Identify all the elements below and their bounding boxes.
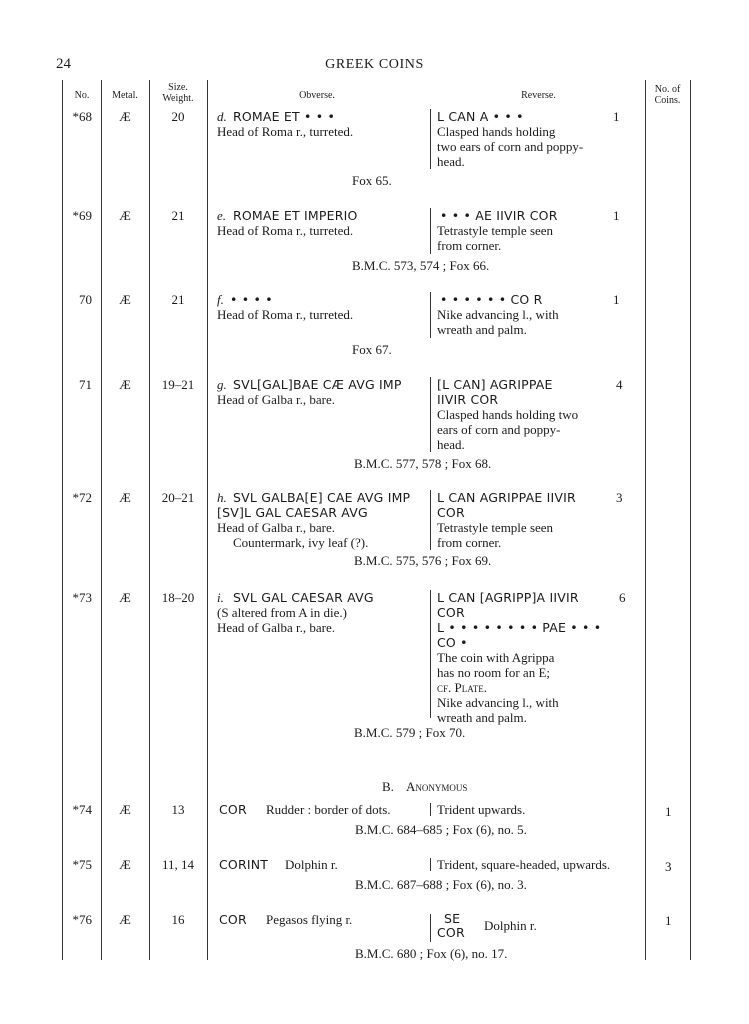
obverse-legend: ROMAE ET • • • [233,109,336,124]
reference: Fox 65. [352,173,392,188]
page-number: 24 [56,56,71,72]
reverse-legend: SE [444,911,461,926]
row-number: *68 [72,109,92,124]
variety-letter: g. [217,377,227,392]
obverse-description: Head of Galba r., bare. [217,620,336,635]
variety-letter: h. [217,490,227,505]
reverse-legend: L CAN AGRIPPAE IIVIR [437,490,576,505]
header-reverse: Reverse. [521,90,556,101]
coin-count: 3 [665,859,672,874]
reverse-description: Dolphin r. [484,918,537,933]
obverse-legend: • • • • [230,292,273,307]
reverse-divider [430,490,431,550]
metal: Æ [119,292,131,307]
reverse-legend: IIVIR COR [437,392,499,407]
size: 20–21 [161,490,195,505]
reference: B.M.C. 680 ; Fox (6), no. 17. [355,946,508,961]
row-number: *75 [72,857,92,872]
variety-letter: i. [217,590,224,605]
coin-count: 1 [665,913,672,928]
size: 21 [171,292,185,307]
reference: B.M.C. 577, 578 ; Fox 68. [354,456,492,471]
obverse-description: Pegasos flying r. [266,912,353,927]
variety-letter: d. [217,109,227,124]
variety-letter: e. [217,208,227,223]
coin-count: 3 [616,490,623,505]
reverse-description: Trident, square-headed, upwards. [437,857,611,872]
reverse-description: head. [437,154,465,169]
row-number: *72 [72,490,92,505]
obverse-description: Countermark, ivy leaf (?). [233,535,369,550]
reverse-description: Tetrastyle temple seen [437,520,554,535]
reverse-divider [430,292,431,338]
header-coins-1: No. of [654,84,681,95]
size: 21 [171,208,185,223]
obverse-legend: CORINT [219,857,269,872]
reverse-legend: • • • • • • CO R [440,292,543,307]
row-number: 70 [79,292,92,307]
metal: Æ [119,208,131,223]
metal: Æ [119,590,131,605]
metal: Æ [119,912,131,927]
obverse-legend: ROMAE ET IMPERIO [233,208,358,223]
reference: B.M.C. 684–685 ; Fox (6), no. 5. [355,822,527,837]
reverse-divider [430,914,431,942]
size: 16 [171,912,185,927]
reverse-description: Clasped hands holding [437,124,556,139]
reverse-description: The coin with Agrippa [437,650,555,665]
coin-count: 6 [619,590,626,605]
column-rule [645,80,646,960]
reverse-legend: L • • • • • • • • PAE • • • [437,620,602,635]
reverse-divider [430,109,431,169]
reverse-description: two ears of corn and poppy- [437,139,584,154]
row-number: *69 [72,208,92,223]
size: 11, 14 [161,857,195,872]
column-rule [207,80,208,960]
metal: Æ [119,377,131,392]
reverse-divider [430,858,431,871]
row-number: *74 [72,802,92,817]
reverse-legend: • • • AE IIVIR COR [440,208,558,223]
reverse-legend: COR [437,925,465,940]
reverse-description: head. [437,437,465,452]
obverse-description: Head of Roma r., turreted. [217,307,354,322]
obverse-description: Head of Roma r., turreted. [217,124,354,139]
header-no: No. [74,90,90,101]
section-title: Anonymous [406,779,468,794]
row-number: 71 [79,377,92,392]
column-rule [690,80,691,960]
obverse-description: (S altered from A in die.) [217,605,347,620]
coin-count: 4 [616,377,623,392]
header-metal: Metal. [112,90,138,101]
header-weight: Weight. [162,93,194,104]
reference: Fox 67. [352,342,392,357]
reverse-description: Trident upwards. [437,802,526,817]
size: 13 [171,802,185,817]
obverse-description: Head of Galba r., bare. [217,520,336,535]
coin-count: 1 [665,804,672,819]
section-label: B. [382,779,394,794]
header-obverse: Obverse. [299,90,335,101]
reverse-legend: [L CAN] AGRIPPAE [437,377,553,392]
obverse-legend: SVL[GAL]BAE CÆ AVG IMP [233,377,402,392]
reverse-legend: L CAN [AGRIPP]A IIVIR [437,590,579,605]
reference: B.M.C. 687–688 ; Fox (6), no. 3. [355,877,527,892]
reverse-divider [430,590,431,718]
reverse-description: Nike advancing l., with [437,695,559,710]
reverse-divider [430,377,431,452]
reverse-description: wreath and palm. [437,710,527,725]
reverse-legend: CO • [437,635,468,650]
reverse-legend: COR [437,605,465,620]
metal: Æ [119,802,131,817]
running-head: GREEK COINS [325,57,424,72]
coin-count: 1 [613,208,620,223]
obverse-legend: COR [219,912,247,927]
reverse-description: has no room for an E; [437,665,551,680]
obverse-legend: COR [219,802,247,817]
obverse-legend: [SV]L GAL CAESAR AVG [217,505,368,520]
header-size: Size. [168,82,188,93]
reverse-legend: L CAN A • • • [437,109,524,124]
reverse-description: cf. Plate. [437,680,487,695]
reverse-description: wreath and palm. [437,322,527,337]
obverse-legend: SVL GALBA[E] CAE AVG IMP [233,490,411,505]
reverse-legend: COR [437,505,465,520]
obverse-legend: SVL GAL CAESAR AVG [233,590,374,605]
reverse-description: from corner. [437,238,502,253]
coin-count: 1 [613,109,620,124]
reverse-description: Clasped hands holding two [437,407,579,422]
obverse-description: Rudder : border of dots. [266,802,391,817]
reverse-divider [430,803,431,816]
size: 19–21 [161,377,195,392]
obverse-description: Head of Galba r., bare. [217,392,336,407]
reverse-description: from corner. [437,535,502,550]
row-number: *73 [72,590,92,605]
variety-letter: f. [217,292,224,307]
reference: B.M.C. 575, 576 ; Fox 69. [354,553,492,568]
reference: B.M.C. 573, 574 ; Fox 66. [352,258,490,273]
reverse-description: ears of corn and poppy- [437,422,561,437]
metal: Æ [119,857,131,872]
metal: Æ [119,490,131,505]
obverse-description: Head of Roma r., turreted. [217,223,354,238]
reference: B.M.C. 579 ; Fox 70. [354,725,466,740]
metal: Æ [119,109,131,124]
reverse-description: Nike advancing l., with [437,307,559,322]
row-number: *76 [72,912,92,927]
obverse-description: Dolphin r. [285,857,338,872]
reverse-description: Tetrastyle temple seen [437,223,554,238]
size: 18–20 [161,590,195,605]
header-coins-2: Coins. [654,95,681,106]
reverse-divider [430,208,431,254]
size: 20 [171,109,185,124]
coin-count: 1 [613,292,620,307]
